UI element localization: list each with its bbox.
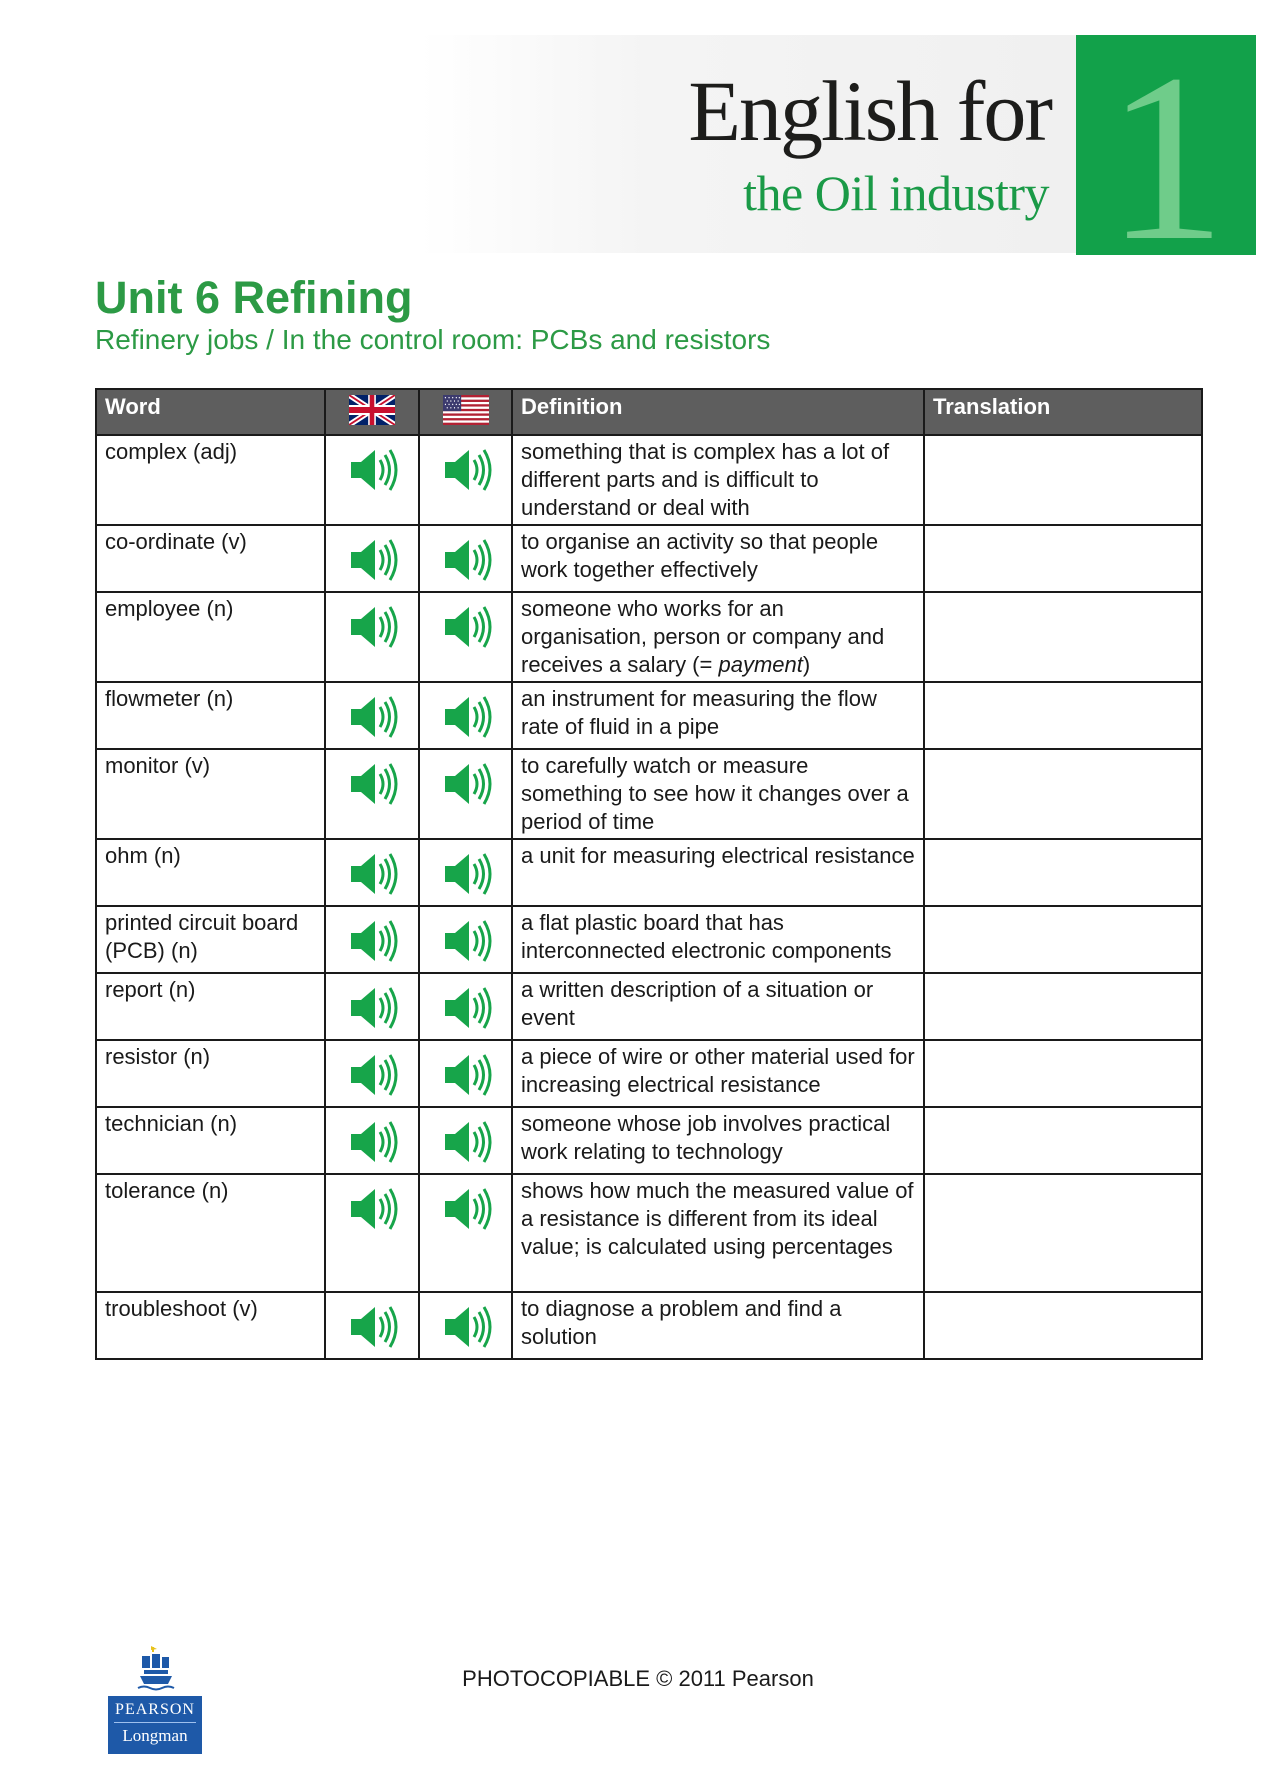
translation-cell[interactable]	[924, 525, 1202, 592]
audio-uk-cell	[325, 839, 419, 906]
word-cell: tolerance (n)	[96, 1174, 325, 1292]
word-cell: troubleshoot (v)	[96, 1292, 325, 1359]
table-row	[96, 906, 1202, 973]
brand-subtitle: the Oil industry	[743, 165, 1049, 221]
table-row	[96, 1174, 1202, 1292]
definition-tail: )	[802, 652, 811, 677]
speaker-icon[interactable]	[439, 693, 493, 741]
definition-cell: shows how much the measured value of a resistance is different from its ideal value; is calculated using percentages	[512, 1174, 924, 1292]
speaker-icon[interactable]	[345, 603, 399, 651]
audio-us-cell	[419, 525, 512, 592]
audio-us-cell	[419, 592, 512, 682]
uk-flag-icon	[349, 395, 395, 425]
logo-divider	[114, 1722, 196, 1723]
unit-subtitle: Refinery jobs / In the control room: PCBs and resistors	[95, 324, 771, 355]
audio-us-cell	[419, 1040, 512, 1107]
speaker-icon[interactable]	[439, 850, 493, 898]
table-row	[96, 1107, 1202, 1174]
audio-us-cell	[419, 1292, 512, 1359]
pearson-name: PEARSON	[115, 1701, 195, 1718]
pearson-wordmark	[108, 1696, 202, 1754]
translation-cell[interactable]	[924, 1174, 1202, 1292]
definition-cell: something that is complex has a lot of different parts and is difficult to understand or deal with	[512, 435, 924, 525]
audio-uk-cell	[325, 749, 419, 839]
table-row	[96, 1040, 1202, 1107]
speaker-icon[interactable]	[345, 693, 399, 741]
speaker-icon[interactable]	[439, 1051, 493, 1099]
word-cell: co-ordinate (v)	[96, 525, 325, 592]
us-flag-icon	[443, 395, 489, 425]
audio-uk-cell	[325, 592, 419, 682]
speaker-icon[interactable]	[345, 536, 399, 584]
word-cell: report (n)	[96, 973, 325, 1040]
speaker-icon[interactable]	[345, 850, 399, 898]
translation-cell[interactable]	[924, 906, 1202, 973]
unit-title: Unit 6 Refining	[95, 272, 413, 323]
translation-cell[interactable]	[924, 1040, 1202, 1107]
col-header-word: Word	[96, 389, 325, 435]
speaker-icon[interactable]	[345, 1303, 399, 1351]
translation-cell[interactable]	[924, 435, 1202, 525]
definition-cell: a unit for measuring electrical resistance	[512, 839, 924, 906]
speaker-icon[interactable]	[345, 446, 399, 494]
audio-us-cell	[419, 682, 512, 749]
col-header-translation: Translation	[924, 389, 1202, 435]
col-header-definition: Definition	[512, 389, 924, 435]
definition-cell: someone whose job involves practical work relating to technology	[512, 1107, 924, 1174]
word-cell: employee (n)	[96, 592, 325, 682]
definition-cell: a piece of wire or other material used for increasing electrical resistance	[512, 1040, 924, 1107]
audio-uk-cell	[325, 906, 419, 973]
definition-cell: an instrument for measuring the flow rate of fluid in a pipe	[512, 682, 924, 749]
definition-cell: to diagnose a problem and find a solution	[512, 1292, 924, 1359]
audio-us-cell	[419, 749, 512, 839]
audio-us-cell	[419, 435, 512, 525]
definition-cell: to carefully watch or measure something to see how it changes over a period of time	[512, 749, 924, 839]
word-cell: monitor (v)	[96, 749, 325, 839]
speaker-icon[interactable]	[439, 760, 493, 808]
speaker-icon[interactable]	[439, 1118, 493, 1166]
audio-us-cell	[419, 973, 512, 1040]
speaker-icon[interactable]	[345, 1118, 399, 1166]
table-row	[96, 682, 1202, 749]
word-cell: technician (n)	[96, 1107, 325, 1174]
audio-uk-cell	[325, 1174, 419, 1292]
speaker-icon[interactable]	[439, 984, 493, 1032]
speaker-icon[interactable]	[439, 917, 493, 965]
speaker-icon[interactable]	[439, 1185, 493, 1233]
speaker-icon[interactable]	[345, 760, 399, 808]
translation-cell[interactable]	[924, 1107, 1202, 1174]
table-header-row	[96, 389, 1202, 435]
translation-cell[interactable]	[924, 749, 1202, 839]
speaker-icon[interactable]	[345, 917, 399, 965]
definition-text: someone who works for an organisation, person or company and receives a salary (=	[521, 596, 885, 677]
speaker-icon[interactable]	[439, 1303, 493, 1351]
word-cell: flowmeter (n)	[96, 682, 325, 749]
word-cell: printed circuit board (PCB) (n)	[96, 906, 325, 973]
table-row	[96, 839, 1202, 906]
col-header-us	[419, 389, 512, 435]
audio-us-cell	[419, 1107, 512, 1174]
pearson-longman-logo	[108, 1644, 202, 1756]
audio-uk-cell	[325, 682, 419, 749]
translation-cell[interactable]	[924, 682, 1202, 749]
audio-uk-cell	[325, 1107, 419, 1174]
level-badge	[1076, 35, 1256, 255]
level-number: 1	[1106, 35, 1226, 255]
word-cell: complex (adj)	[96, 435, 325, 525]
brand-title: English for	[688, 63, 1051, 159]
translation-cell[interactable]	[924, 592, 1202, 682]
definition-cell	[512, 592, 924, 682]
definition-emphasis: payment	[718, 652, 803, 677]
table-row	[96, 525, 1202, 592]
audio-us-cell	[419, 1174, 512, 1292]
audio-uk-cell	[325, 1292, 419, 1359]
table-row	[96, 749, 1202, 839]
speaker-icon[interactable]	[439, 446, 493, 494]
speaker-icon[interactable]	[345, 984, 399, 1032]
audio-us-cell	[419, 906, 512, 973]
speaker-icon[interactable]	[345, 1051, 399, 1099]
definition-cell: to organise an activity so that people work together effectively	[512, 525, 924, 592]
table-row	[96, 973, 1202, 1040]
longman-name: Longman	[122, 1726, 188, 1745]
audio-uk-cell	[325, 435, 419, 525]
speaker-icon[interactable]	[439, 536, 493, 584]
speaker-icon[interactable]	[439, 603, 493, 651]
table-row	[96, 1292, 1202, 1359]
translation-cell[interactable]	[924, 839, 1202, 906]
footer-copyright: PHOTOCOPIABLE © 2011 Pearson	[462, 1666, 814, 1691]
translation-cell[interactable]	[924, 1292, 1202, 1359]
word-cell: ohm (n)	[96, 839, 325, 906]
definition-cell: a written description of a situation or event	[512, 973, 924, 1040]
audio-uk-cell	[325, 973, 419, 1040]
speaker-icon[interactable]	[345, 1185, 399, 1233]
translation-cell[interactable]	[924, 973, 1202, 1040]
audio-uk-cell	[325, 525, 419, 592]
col-header-uk	[325, 389, 419, 435]
table-row	[96, 592, 1202, 682]
vocabulary-table	[95, 388, 1203, 1360]
audio-uk-cell	[325, 1040, 419, 1107]
audio-us-cell	[419, 839, 512, 906]
table-row	[96, 435, 1202, 525]
definition-cell: a flat plastic board that has interconnected electronic components	[512, 906, 924, 973]
word-cell: resistor (n)	[96, 1040, 325, 1107]
